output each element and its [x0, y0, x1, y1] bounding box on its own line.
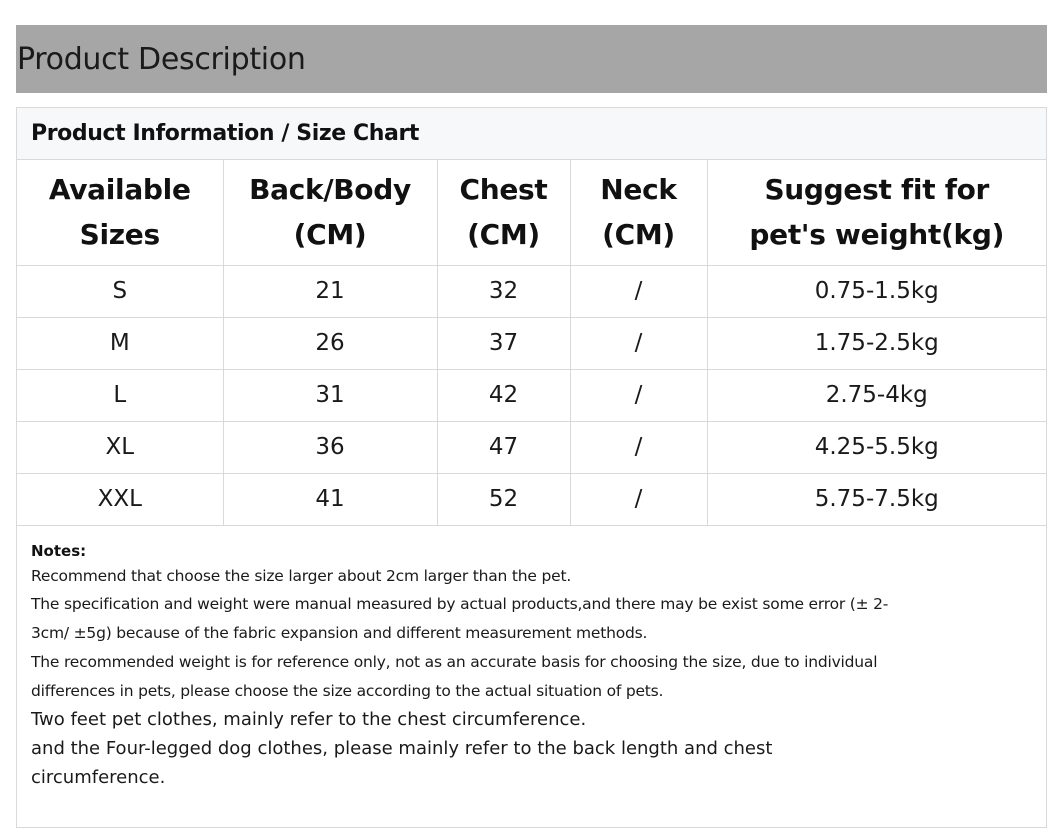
note-line: Two feet pet clothes, mainly refer to the chest circumference.: [31, 709, 587, 731]
cell-back: 21: [223, 265, 437, 317]
panel-heading: [17, 108, 1046, 160]
cell-chest: 32: [437, 265, 570, 317]
notes-section: [17, 526, 1046, 793]
column-header-neck: [570, 160, 707, 265]
column-header-line: (CM): [467, 218, 540, 252]
column-header-line: Available: [48, 173, 191, 207]
column-header-line: (CM): [602, 218, 675, 252]
cell-size: L: [17, 369, 223, 421]
cell-chest: 42: [437, 369, 570, 421]
cell-back: 26: [223, 317, 437, 369]
cell-size: S: [17, 265, 223, 317]
cell-back: 36: [223, 421, 437, 473]
page-header: [16, 25, 1047, 93]
column-header-line: (CM): [293, 218, 367, 252]
note-line: Recommend that choose the size larger about 2cm larger than the pet.: [31, 566, 572, 585]
cell-weight: 1.75-2.5kg: [707, 317, 1046, 369]
note-line: The specification and weight were manual measured by actual products,and there may be exist some error (± 2-3cm/ ±5g) because of the fabric expansion and different measurement methods.: [31, 595, 889, 643]
cell-size: XL: [17, 421, 223, 473]
column-header-sizes: [17, 160, 223, 265]
cell-neck: /: [570, 265, 707, 317]
cell-neck: /: [570, 421, 707, 473]
column-header-line: Back/Body: [249, 173, 411, 207]
size-table: [17, 160, 1046, 526]
note-line: and the Four-legged dog clothes, please mainly refer to the back length and chest circumference.: [31, 738, 773, 789]
table-row: [17, 473, 1046, 525]
cell-neck: /: [570, 473, 707, 525]
column-header-line: Sizes: [79, 218, 160, 252]
notes-title: Notes:: [31, 541, 87, 560]
notes-body: [31, 562, 1032, 706]
table-row: [17, 421, 1046, 473]
cell-back: 31: [223, 369, 437, 421]
notes-body-large: [31, 705, 831, 792]
page-title: Product Description: [17, 42, 306, 77]
note-line: The recommended weight is for reference only, not as an accurate basis for choosing the size, due to individual differences in pets, please choose the size according to the actual situation of pets.: [31, 652, 878, 700]
table-row: [17, 317, 1046, 369]
column-header-weight: [707, 160, 1046, 265]
column-header-line: Suggest fit for: [764, 173, 990, 207]
cell-size: XXL: [17, 473, 223, 525]
cell-weight: 5.75-7.5kg: [707, 473, 1046, 525]
panel-heading-title: Product Information / Size Chart: [31, 121, 420, 146]
table-header-row: [17, 160, 1046, 265]
cell-weight: 4.25-5.5kg: [707, 421, 1046, 473]
table-row: [17, 369, 1046, 421]
cell-chest: 52: [437, 473, 570, 525]
column-header-chest: [437, 160, 570, 265]
cell-back: 41: [223, 473, 437, 525]
cell-neck: /: [570, 369, 707, 421]
cell-size: M: [17, 317, 223, 369]
column-header-line: Chest: [459, 173, 548, 207]
cell-neck: /: [570, 317, 707, 369]
cell-chest: 47: [437, 421, 570, 473]
cell-weight: 2.75-4kg: [707, 369, 1046, 421]
column-header-line: pet's weight(kg): [749, 218, 1005, 252]
size-chart-panel: [16, 107, 1047, 828]
table-row: [17, 265, 1046, 317]
cell-chest: 37: [437, 317, 570, 369]
cell-weight: 0.75-1.5kg: [707, 265, 1046, 317]
column-header-back: [223, 160, 437, 265]
column-header-line: Neck: [600, 173, 677, 207]
